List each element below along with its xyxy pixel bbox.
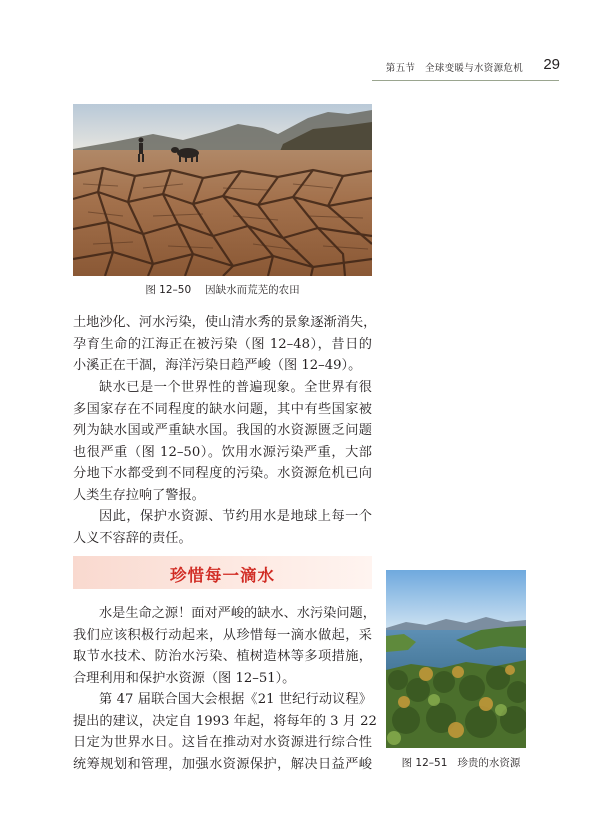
paragraph-pollution: [73, 312, 377, 377]
text-line: 土地沙化、河水污染，使山清水秀的景象逐渐消失，: [73, 315, 377, 330]
figure-12-51-caption: [376, 755, 546, 770]
section-heading: 珍惜每一滴水: [170, 566, 275, 585]
text-line: 我们应该积极行动起来，从珍惜每一滴水做起，采: [73, 627, 372, 643]
text-line: 多国家存在不同程度的缺水问题，其中有些国家被: [73, 401, 372, 417]
text-line: 提出的建议，决定自 1993 年起，将每年的 3 月 22: [73, 713, 377, 729]
text-line: 因此，保护水资源、节约用水是地球上每一个: [99, 509, 372, 524]
text-line: 缺水已是一个世界性的普遍现象。全世界有很: [99, 380, 372, 395]
text-line: 日定为世界水日。这旨在推动对水资源进行综合性: [73, 735, 372, 751]
text-line: 第 47 届联合国大会根据《21 世纪行动议程》: [99, 692, 372, 707]
page-number: 29: [543, 56, 560, 73]
text-line: 列为缺水国或严重缺水国。我国的水资源匮乏问题: [73, 423, 372, 439]
figure-12-50-caption: [73, 282, 372, 297]
text-line: 分地下水都受到不同程度的污染。水资源危机已向: [73, 466, 372, 482]
paragraph-world-water-day: [73, 689, 377, 775]
text-line: 孕育生命的江海正在被污染（图 12–48），昔日的: [73, 336, 372, 352]
figure-number: 图 12–51: [401, 757, 448, 769]
figure-number: 图 12–50: [145, 284, 192, 296]
text-line: 取节水技术、防治水污染、植树造林等多项措施，: [73, 649, 372, 665]
header-divider: [372, 80, 559, 81]
figure-caption-text: 因缺水而荒芜的农田: [205, 284, 300, 296]
text-line: 人义不容辞的责任。: [73, 530, 192, 546]
paragraph-water-shortage: [73, 377, 372, 507]
figure-caption-text: 珍贵的水资源: [457, 757, 521, 769]
text-line: 小溪正在干涸，海洋污染日趋严峻（图 12–49）。: [73, 358, 362, 374]
text-line: 人类生存拉响了警报。: [73, 487, 205, 503]
paragraph-cherish-water: [73, 603, 376, 689]
text-line: 统筹规划和管理，加强水资源保护，解决日益严峻: [73, 756, 372, 772]
text-line: 合理利用和保护水资源（图 12–51）。: [73, 670, 296, 686]
section-banner: [73, 556, 372, 589]
figure-dry-farmland-photo: [73, 104, 372, 276]
figure-lake-photo: [386, 570, 526, 748]
text-line: 水是生命之源！面对严峻的缺水、水污染问题，: [99, 606, 376, 621]
section-title: 第五节 全球变暖与水资源危机: [385, 63, 523, 74]
text-line: 也很严重（图 12–50）。饮用水源污染严重，大部: [73, 444, 372, 460]
paragraph-responsibility: [73, 506, 372, 549]
page-header: [0, 57, 598, 77]
